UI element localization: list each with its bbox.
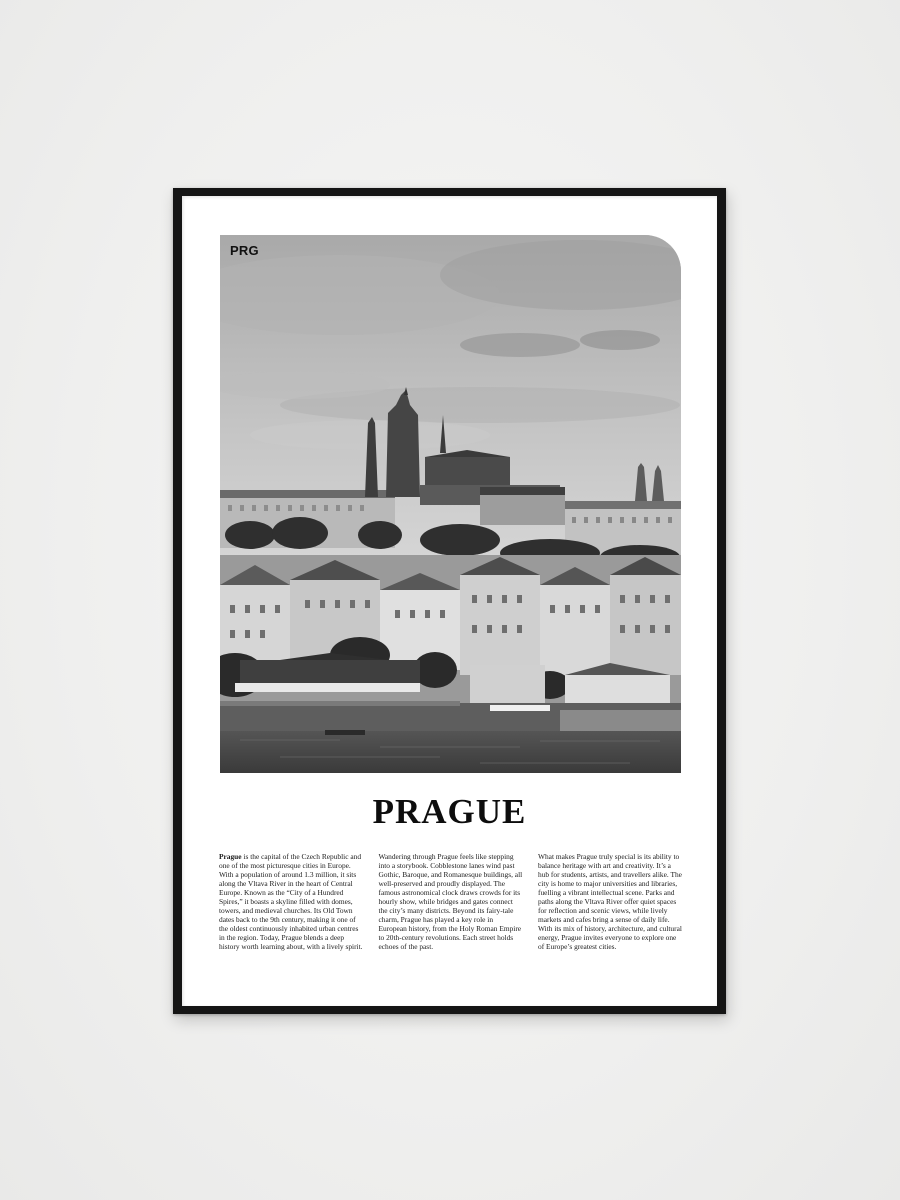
prague-skyline-image [220, 235, 681, 773]
column-text: What makes Prague truly special is its ability to balance heritage with art and creativity. It’s a hub for students, artists, and travellers alike. The city is home to major universities and libraries, fuelling a vibrant intellectual scene. Parks and paths along the Vltava River offer quiet spaces for reflection and scenic views, while lively markets and cafes bring a sense of daily life. With its mix of history, architecture, and cultural energy, Prague invites everyone to explore one of Europe’s greatest cities. [538, 852, 682, 952]
description-column-3 [538, 852, 682, 972]
poster-title: PRAGUE [372, 792, 527, 831]
column-text: Wandering through Prague feels like stepping into a storybook. Cobblestone lanes wind past Gothic, Baroque, and Romanesque buildings, all well-preserved and proudly displayed. The famous astronomical clock draws crowds for its hourly show, while bridges and gates connect the city’s many districts. Beyond its fairy-tale charm, Prague has played a key role in European history, from the Holy Roman Empire to 20th-century revolutions. Each street holds echoes of the past. [378, 852, 523, 952]
poster-mat [182, 196, 717, 1006]
city-photo [220, 235, 681, 773]
poster-frame [173, 188, 726, 1014]
city-code-label: PRG [230, 243, 259, 258]
column-lead-word: Prague [219, 852, 242, 861]
description-columns [219, 852, 682, 972]
description-column-2 [379, 852, 523, 972]
description-column-1 [219, 852, 363, 972]
column-text: is the capital of the Czech Republic and one of the most picturesque cities in Europe. With a population of around 1.3 million, it sits along the Vltava River in the heart of Central Europe. Known as the “City of a Hundred Spires,” it boasts a skyline filled with domes, towers, and medieval churches. Its Old Town dates back to the 9th century, making it one of the oldest continuously inhabited urban centres in the region. Today, Prague blends a deep history worth learning about, with a lively spirit. [219, 852, 363, 952]
